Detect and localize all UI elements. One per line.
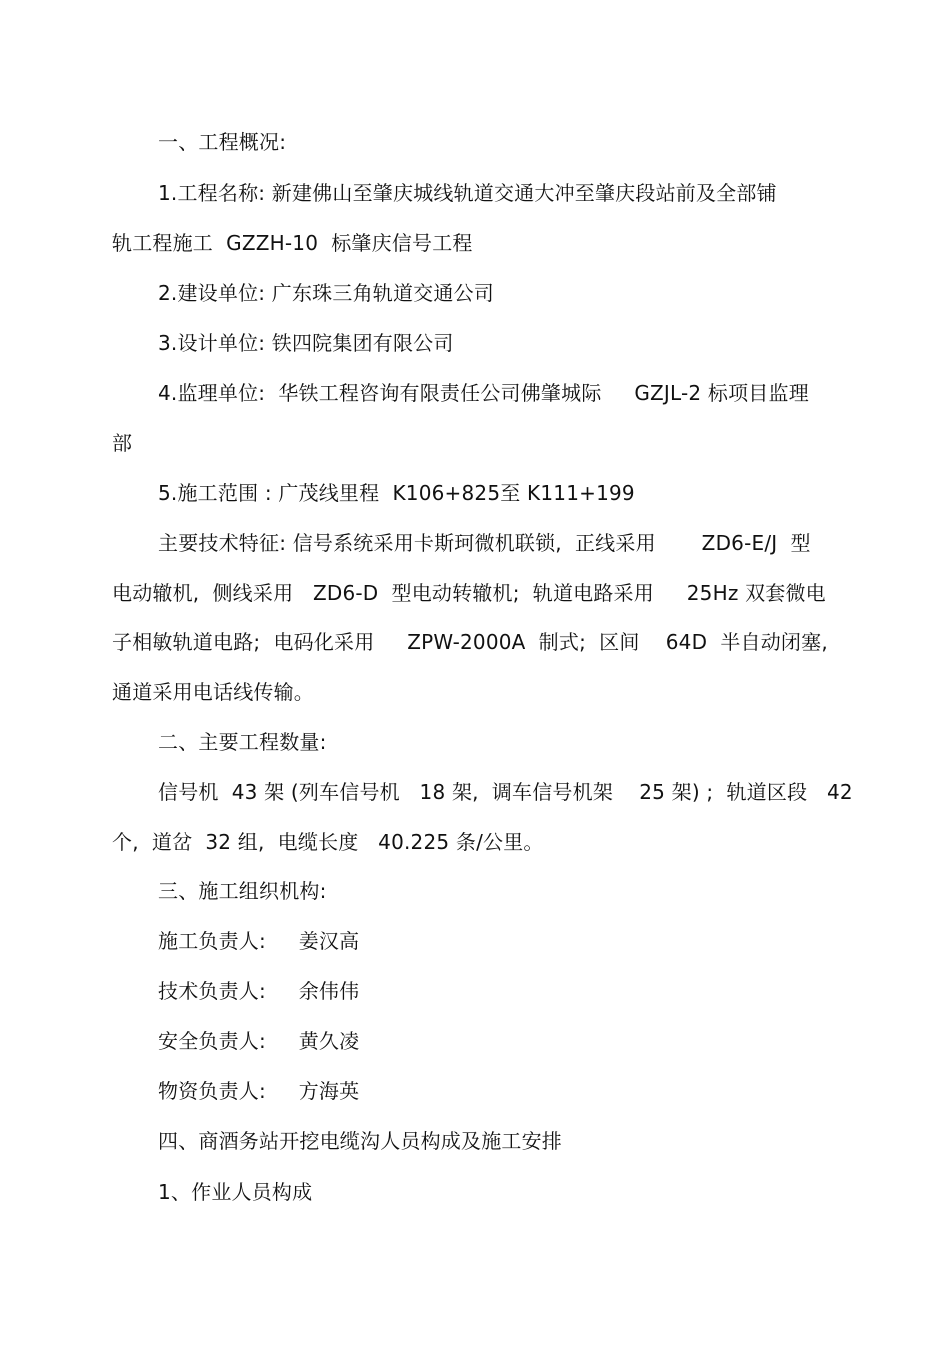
project-name-line: 1.工程名称: 新建佛山至肇庆城线轨道交通大冲至肇庆段站前及全部铺	[158, 181, 777, 205]
construction-unit-line: 2.建设单位: 广东珠三角轨道交通公司	[158, 281, 494, 305]
safety-lead-line: 安全负责人: 黄久凌	[158, 1029, 360, 1053]
supervision-unit-continued: 部	[112, 431, 133, 455]
section-heading-quantities: 二、主要工程数量:	[158, 730, 327, 754]
section-heading-organization: 三、施工组织机构:	[158, 879, 327, 903]
tech-features-line-3: 子相敏轨道电路; 电码化采用 ZPW-2000A 制式; 区间 64D 半自动闭塞,	[112, 630, 828, 654]
tech-features-line-4: 通道采用电话线传输。	[112, 680, 314, 704]
project-name-continued: 轨工程施工 GZZH-10 标肇庆信号工程	[112, 231, 473, 255]
tech-features-line-2: 电动辙机, 侧线采用 ZD6-D 型电动转辙机; 轨道电路采用 25Hz 双套微电	[112, 581, 826, 605]
technical-lead-line: 技术负责人: 余伟伟	[158, 979, 360, 1003]
design-unit-line: 3.设计单位: 铁四院集团有限公司	[158, 331, 454, 355]
quantities-line-1: 信号机 43 架 (列车信号机 18 架, 调车信号机架 25 架) ; 轨道区段 42	[158, 780, 853, 804]
tech-features-line-1: 主要技术特征: 信号系统采用卡斯珂微机联锁, 正线采用 ZD6-E/J 型	[158, 531, 811, 555]
subsection-heading-workers: 1、作业人员构成	[158, 1180, 313, 1204]
materials-lead-line: 物资负责人: 方海英	[158, 1079, 360, 1103]
quantities-line-2: 个, 道岔 32 组, 电缆长度 40.225 条/公里。	[112, 830, 544, 854]
section-heading-staffing: 四、商酒务站开挖电缆沟人员构成及施工安排	[158, 1129, 562, 1153]
construction-scope-line: 5.施工范围 : 广茂线里程 K106+825至 K111+199	[158, 481, 635, 505]
section-heading-overview: 一、工程概况:	[158, 130, 287, 154]
construction-lead-line: 施工负责人: 姜汉高	[158, 929, 360, 953]
supervision-unit-line: 4.监理单位: 华铁工程咨询有限责任公司佛肇城际 GZJL-2 标项目监理	[158, 381, 809, 405]
